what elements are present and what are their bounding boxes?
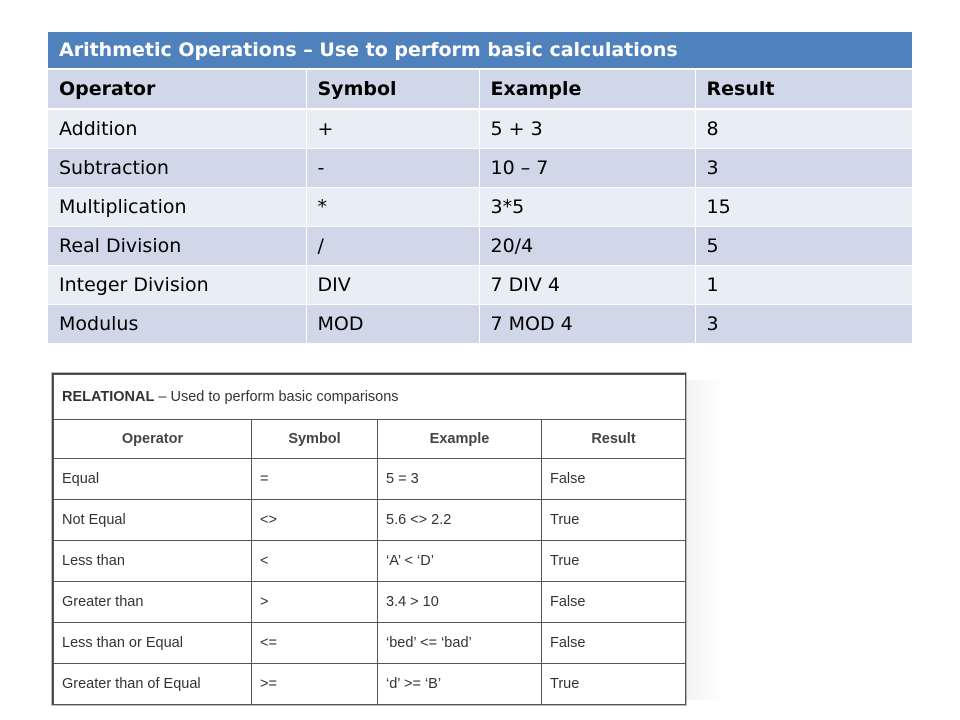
- arithmetic-table-title: Arithmetic Operations – Use to perform basic calculations: [48, 32, 912, 69]
- relational-title-rest: – Used to perform basic comparisons: [154, 389, 399, 405]
- column-header-operator: Operator: [48, 69, 306, 109]
- table-row: [48, 266, 912, 305]
- symbol-cell: DIV: [306, 266, 479, 305]
- example-cell: 20/4: [479, 227, 695, 266]
- operator-cell: Integer Division: [48, 266, 306, 305]
- example-cell: 7 DIV 4: [479, 266, 695, 305]
- result-cell: 1: [695, 266, 912, 305]
- table-row: [54, 459, 686, 500]
- symbol-cell: <: [252, 541, 378, 582]
- relational-table-title: [54, 375, 686, 420]
- symbol-cell: /: [306, 227, 479, 266]
- operator-cell: Subtraction: [48, 149, 306, 188]
- column-header-result: Result: [695, 69, 912, 109]
- relational-table-image: [52, 373, 686, 705]
- result-cell: 8: [695, 109, 912, 149]
- symbol-cell: MOD: [306, 305, 479, 344]
- column-header-result: Result: [542, 420, 686, 459]
- operator-cell: Greater than: [54, 582, 252, 623]
- column-header-example: Example: [378, 420, 542, 459]
- example-cell: 5 + 3: [479, 109, 695, 149]
- relational-title-bold: RELATIONAL: [62, 389, 155, 405]
- result-cell: True: [542, 500, 686, 541]
- example-cell: 10 – 7: [479, 149, 695, 188]
- operator-cell: Real Division: [48, 227, 306, 266]
- scan-shadow: [684, 380, 724, 700]
- result-cell: False: [542, 623, 686, 664]
- symbol-cell: <=: [252, 623, 378, 664]
- result-cell: 3: [695, 149, 912, 188]
- table-row: [54, 664, 686, 705]
- example-cell: 7 MOD 4: [479, 305, 695, 344]
- operator-cell: Not Equal: [54, 500, 252, 541]
- symbol-cell: *: [306, 188, 479, 227]
- table-row: [54, 623, 686, 664]
- table-row: [48, 227, 912, 266]
- result-cell: 15: [695, 188, 912, 227]
- example-cell: 3.4 > 10: [378, 582, 542, 623]
- column-header-operator: Operator: [54, 420, 252, 459]
- example-cell: 5.6 <> 2.2: [378, 500, 542, 541]
- operator-cell: Less than or Equal: [54, 623, 252, 664]
- result-cell: True: [542, 541, 686, 582]
- relational-table: [53, 374, 686, 705]
- table-row: [54, 541, 686, 582]
- operator-cell: Less than: [54, 541, 252, 582]
- example-cell: 5 = 3: [378, 459, 542, 500]
- example-cell: ‘d’ >= ‘B’: [378, 664, 542, 705]
- symbol-cell: >: [252, 582, 378, 623]
- operator-cell: Modulus: [48, 305, 306, 344]
- result-cell: False: [542, 459, 686, 500]
- column-header-example: Example: [479, 69, 695, 109]
- result-cell: 5: [695, 227, 912, 266]
- symbol-cell: -: [306, 149, 479, 188]
- result-cell: True: [542, 664, 686, 705]
- symbol-cell: +: [306, 109, 479, 149]
- result-cell: 3: [695, 305, 912, 344]
- result-cell: False: [542, 582, 686, 623]
- table-row: [48, 109, 912, 149]
- symbol-cell: >=: [252, 664, 378, 705]
- arithmetic-table: [48, 32, 913, 344]
- column-header-symbol: Symbol: [306, 69, 479, 109]
- table-row: [54, 582, 686, 623]
- column-header-symbol: Symbol: [252, 420, 378, 459]
- table-row: [48, 188, 912, 227]
- operator-cell: Addition: [48, 109, 306, 149]
- example-cell: 3*5: [479, 188, 695, 227]
- table-row: [54, 500, 686, 541]
- operator-cell: Greater than of Equal: [54, 664, 252, 705]
- symbol-cell: <>: [252, 500, 378, 541]
- operator-cell: Multiplication: [48, 188, 306, 227]
- example-cell: ‘A’ < ‘D’: [378, 541, 542, 582]
- operator-cell: Equal: [54, 459, 252, 500]
- table-row: [48, 305, 912, 344]
- table-row: [48, 149, 912, 188]
- symbol-cell: =: [252, 459, 378, 500]
- example-cell: ‘bed’ <= ‘bad’: [378, 623, 542, 664]
